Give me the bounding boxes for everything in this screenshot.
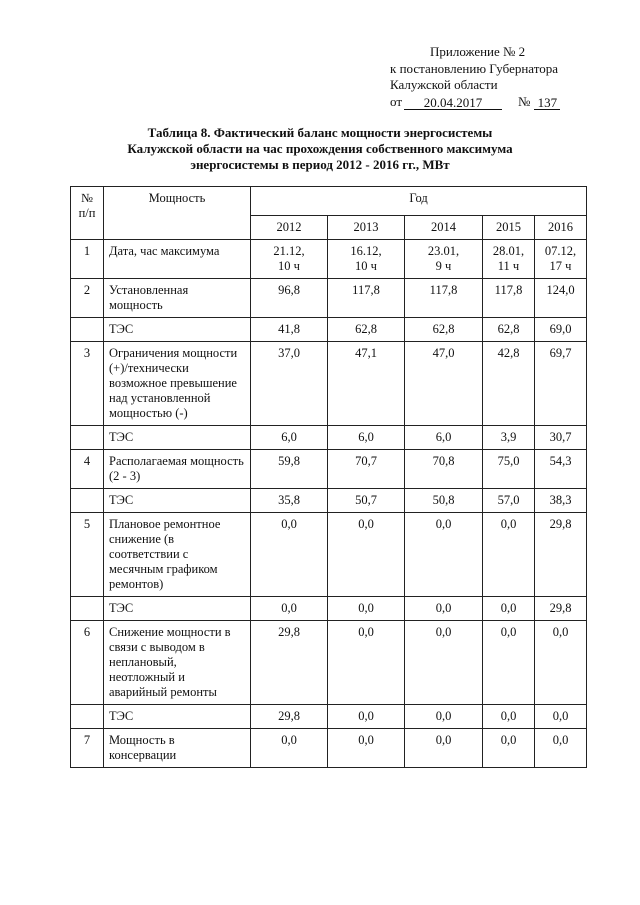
row-label: ТЭС [104,426,251,450]
header-year-4: 2016 [535,216,587,240]
row-value-2013: 50,7 [328,489,405,513]
row-value-2013: 70,7 [328,450,405,489]
row-value-2016: 07.12, 17 ч [535,240,587,279]
row-number [71,597,104,621]
table-row [71,489,587,513]
row-value-2014: 0,0 [405,513,483,597]
row-value-2015: 117,8 [483,279,535,318]
table-row [71,513,587,597]
row-value-2013: 0,0 [328,621,405,705]
row-value-2015: 28.01, 11 ч [483,240,535,279]
row-label: ТЭС [104,705,251,729]
header-year: Год [251,187,587,216]
row-label: Ограничения мощности (+)/технически возможное превышение над установленной мощностью (-) [104,342,251,426]
row-label: Установленная мощность [104,279,251,318]
row-value-2012: 59,8 [251,450,328,489]
table-row [71,342,587,426]
header-year-1: 2013 [328,216,405,240]
row-value-2014: 23.01, 9 ч [405,240,483,279]
row-number [71,705,104,729]
row-value-2016: 69,7 [535,342,587,426]
table-row [71,240,587,279]
row-value-2012: 41,8 [251,318,328,342]
annex-date: 20.04.2017 [404,96,502,110]
row-value-2015: 0,0 [483,621,535,705]
table-row [71,597,587,621]
row-value-2014: 0,0 [405,705,483,729]
row-value-2015: 42,8 [483,342,535,426]
row-value-2012: 35,8 [251,489,328,513]
row-value-2016: 69,0 [535,318,587,342]
row-label: Снижение мощности в связи с выводом в неплановый, неотложный и аварийный ремонты [104,621,251,705]
row-value-2012: 0,0 [251,729,328,768]
table-title [100,125,540,173]
row-value-2016: 38,3 [535,489,587,513]
row-number [71,318,104,342]
row-number: 3 [71,342,104,426]
row-value-2015: 57,0 [483,489,535,513]
annex-block [390,44,620,110]
row-value-2014: 0,0 [405,597,483,621]
row-value-2015: 0,0 [483,597,535,621]
annex-number-label: № [518,93,531,109]
row-label: ТЭС [104,597,251,621]
row-label: Мощность в консервации [104,729,251,768]
row-value-2016: 0,0 [535,729,587,768]
row-value-2014: 6,0 [405,426,483,450]
annex-region: Калужской области [390,77,498,92]
row-value-2014: 117,8 [405,279,483,318]
row-value-2013: 0,0 [328,729,405,768]
row-number: 2 [71,279,104,318]
header-year-0: 2012 [251,216,328,240]
header-year-2: 2014 [405,216,483,240]
header-no: № п/п [71,187,104,240]
annex-resolution: к постановлению Губернатора [390,60,559,76]
table-title-line-3: энергосистемы в период 2012 - 2016 гг., МВт [190,157,450,172]
table-row [71,426,587,450]
row-value-2015: 0,0 [483,513,535,597]
header-power: Мощность [104,187,251,240]
row-value-2016: 54,3 [535,450,587,489]
row-value-2013: 0,0 [328,705,405,729]
row-label: Располагаемая мощность (2 - 3) [104,450,251,489]
annex-from-label: от [390,93,403,109]
row-value-2015: 3,9 [483,426,535,450]
row-number: 7 [71,729,104,768]
row-value-2015: 0,0 [483,729,535,768]
row-value-2014: 62,8 [405,318,483,342]
table-title-line-1: Таблица 8. Фактический баланс мощности энергосистемы [147,125,493,140]
row-value-2015: 62,8 [483,318,535,342]
row-value-2016: 29,8 [535,597,587,621]
row-value-2012: 29,8 [251,621,328,705]
row-number: 6 [71,621,104,705]
row-value-2015: 0,0 [483,705,535,729]
table-row [71,705,587,729]
row-value-2013: 6,0 [328,426,405,450]
row-value-2012: 29,8 [251,705,328,729]
row-number [71,426,104,450]
row-label: Дата, час максимума [104,240,251,279]
row-number [71,489,104,513]
table-row [71,621,587,705]
annex-number: 137 [534,96,560,110]
row-value-2012: 0,0 [251,513,328,597]
table-row [71,450,587,489]
row-value-2014: 70,8 [405,450,483,489]
header-year-3: 2015 [483,216,535,240]
table-row [71,729,587,768]
row-number: 1 [71,240,104,279]
row-value-2014: 47,0 [405,342,483,426]
row-value-2012: 96,8 [251,279,328,318]
table-row [71,279,587,318]
row-value-2013: 117,8 [328,279,405,318]
row-value-2012: 0,0 [251,597,328,621]
row-number: 4 [71,450,104,489]
row-label: ТЭС [104,318,251,342]
row-value-2016: 0,0 [535,621,587,705]
table-row [71,318,587,342]
row-value-2013: 47,1 [328,342,405,426]
row-value-2013: 16.12, 10 ч [328,240,405,279]
row-value-2014: 50,8 [405,489,483,513]
row-value-2014: 0,0 [405,729,483,768]
row-value-2013: 0,0 [328,513,405,597]
row-value-2016: 29,8 [535,513,587,597]
row-number: 5 [71,513,104,597]
row-value-2016: 30,7 [535,426,587,450]
row-label: ТЭС [104,489,251,513]
row-label: Плановое ремонтное снижение (в соответствии с месячным графиком ремонтов) [104,513,251,597]
row-value-2014: 0,0 [405,621,483,705]
annex-date-line [390,94,620,111]
power-balance-table [70,186,587,768]
row-value-2013: 62,8 [328,318,405,342]
row-value-2012: 37,0 [251,342,328,426]
row-value-2012: 21.12, 10 ч [251,240,328,279]
row-value-2015: 75,0 [483,450,535,489]
annex-title: Приложение № 2 [430,44,526,59]
table-title-line-2: Калужской области на час прохождения собственного максимума [127,141,513,156]
row-value-2012: 6,0 [251,426,328,450]
row-value-2016: 0,0 [535,705,587,729]
row-value-2016: 124,0 [535,279,587,318]
row-value-2013: 0,0 [328,597,405,621]
